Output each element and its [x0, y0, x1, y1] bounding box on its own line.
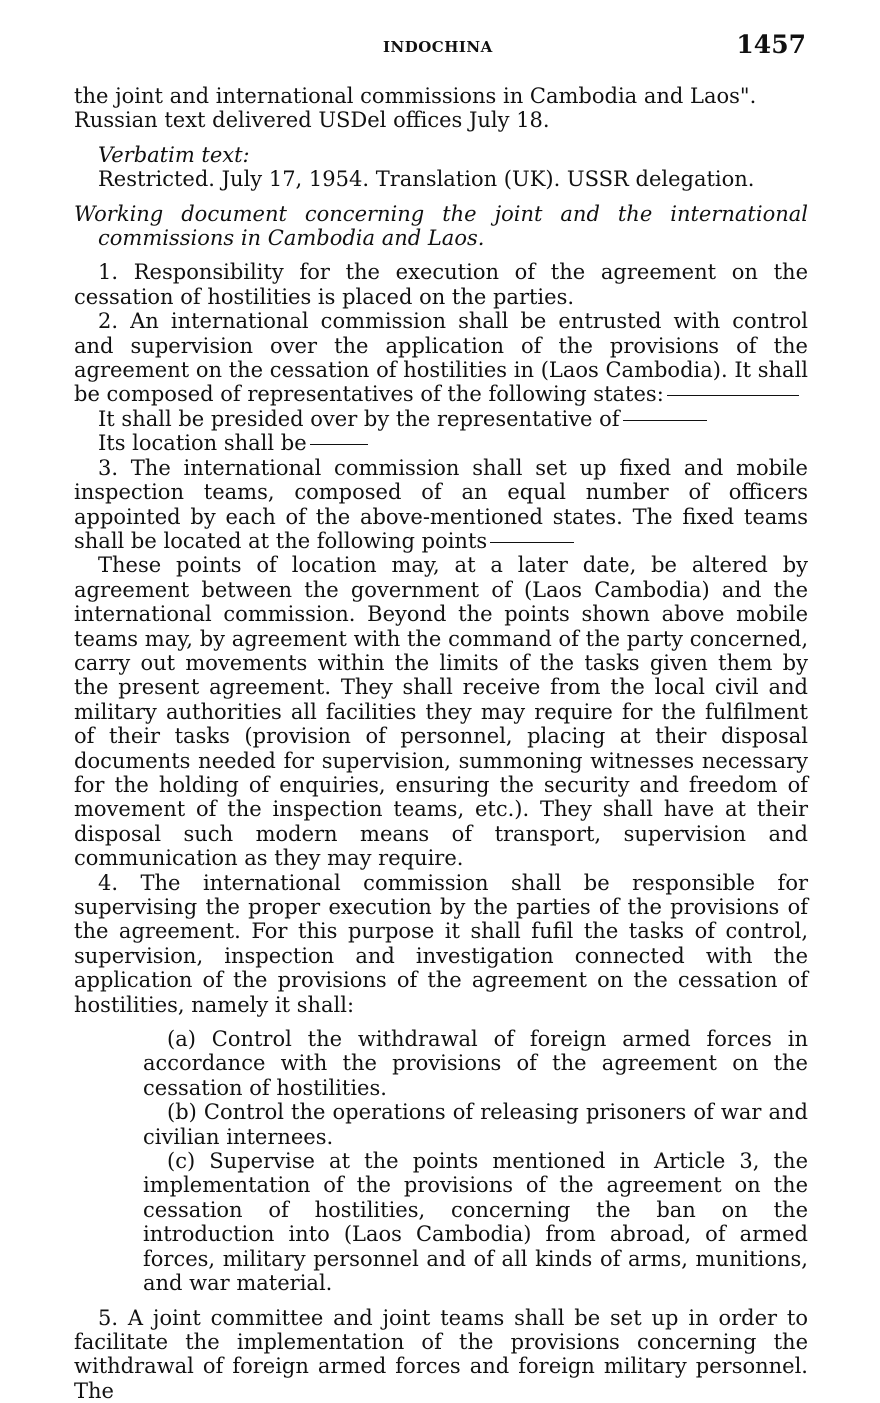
running-head: INDOCHINA — [383, 38, 493, 56]
document-body — [74, 84, 808, 1403]
delivery-note: Russian text delivered USDel offices July 18. — [74, 108, 808, 132]
verbatim-label: Verbatim text: — [74, 143, 808, 167]
section-3-text: 3. The international commission shall set up fixed and mobile inspection teams, composed of an equal number of officers appointed by each of the above-mentioned states. The fixed teams shall be located at the following points — [74, 456, 808, 553]
section-2-location — [74, 431, 808, 455]
section-4: 4. The international commission shall be responsible for supervising the proper execution by the parties of the provisions of the agreement. For this purpose it shall fufil the tasks of control, supervision, inspection and investigation connected with the application of the provisions of the agreement on the cessation of hostilities, namely it shall: — [74, 871, 808, 1017]
section-4-subitems — [74, 1027, 808, 1295]
section-2-presided — [74, 407, 808, 431]
blank-fill-line — [310, 444, 368, 445]
page-number: 1457 — [736, 30, 806, 59]
blank-fill-line — [490, 542, 574, 543]
section-4-item-b: (b) Control the operations of releasing prisoners of war and civilian internees. — [119, 1100, 808, 1149]
document-title: Working document concerning the joint and the international commissions in Cambodia and Laos. — [74, 202, 808, 251]
section-2 — [74, 309, 808, 407]
section-2-location-text: Its location shall be — [98, 431, 307, 455]
intro-continuation: the joint and international commissions in Cambodia and Laos". — [74, 84, 808, 108]
section-2-text: 2. An international commission shall be entrusted with control and supervision over the application of the provisions of the agreement on the cessation of hostilities in (Laos Cambodia). It shall be composed of representatives of the following states: — [74, 309, 808, 406]
section-2-presided-text: It shall be presided over by the representative of — [98, 407, 620, 431]
section-3-continued: These points of location may, at a later date, be altered by agreement between the government of (Laos Cambodia) and the international commission. Beyond the points shown above mobile teams may, by agreement with the command of the party concerned, carry out movements within the limits of the tasks given them by the present agreement. They shall receive from the local civil and military authorities all facilities they may require for the fulfilment of their tasks (provision of personnel, placing at their disposal documents needed for supervision, summoning witnesses necessary for the holding of enquiries, ensuring the security and freedom of movement of the inspection teams, etc.). They shall have at their disposal such modern means of transport, supervision and communication as they may require. — [74, 553, 808, 870]
page-header — [0, 30, 880, 64]
section-1: 1. Responsibility for the execution of the agreement on the cessation of hostilities is placed on the parties. — [74, 260, 808, 309]
section-3 — [74, 456, 808, 554]
section-5: 5. A joint committee and joint teams shall be set up in order to facilitate the implementation of the provisions concerning the withdrawal of foreign armed forces and foreign military personnel. The — [74, 1306, 808, 1403]
blank-fill-line — [667, 395, 799, 396]
section-4-item-a: (a) Control the withdrawal of foreign armed forces in accordance with the provisions of the agreement on the cessation of hostilities. — [119, 1027, 808, 1100]
section-4-item-c: (c) Supervise at the points mentioned in Article 3, the implementation of the provisions of the agreement on the cessation of hostilities, concerning the ban on the introduction into (Laos Cambodia) from abroad, of armed forces, military personnel and of all kinds of arms, munitions, and war material. — [119, 1149, 808, 1295]
blank-fill-line — [623, 420, 707, 421]
verbatim-meta: Restricted. July 17, 1954. Translation (UK). USSR delegation. — [74, 167, 808, 191]
